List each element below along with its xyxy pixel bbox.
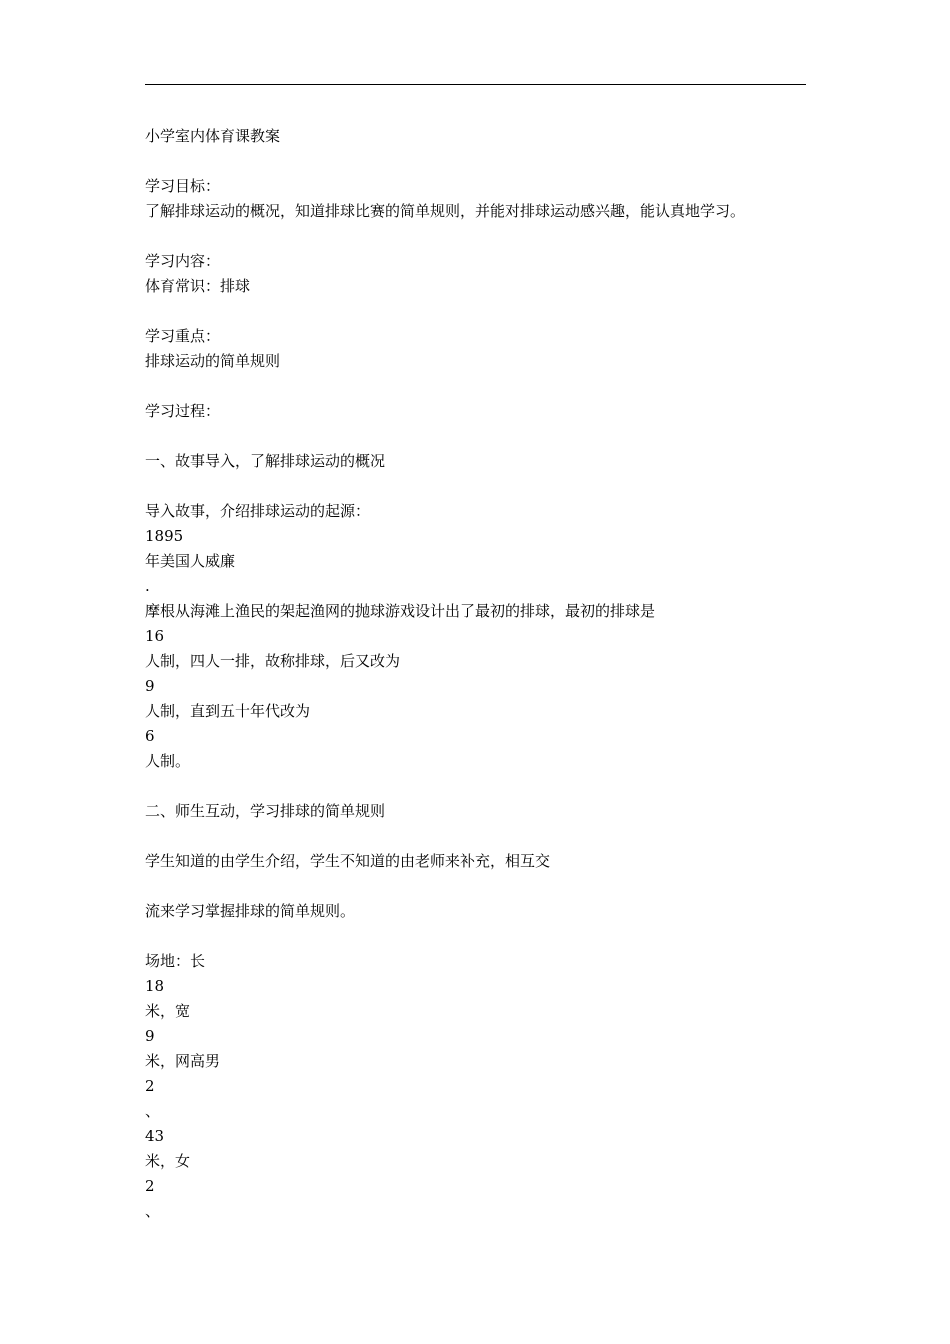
document-title: 小学室内体育课教案 [145,127,281,145]
body-line: 18 [145,977,165,995]
body-line: 米，宽 [145,1002,191,1020]
spacer [145,374,825,399]
body-line: 学生知道的由学生介绍，学生不知道的由老师来补充，相互交 [145,852,551,870]
body-line: 场地：长 [145,952,206,970]
body-lines [145,174,825,1224]
spacer [145,424,825,449]
body-line: 、 [145,1102,161,1120]
body-line: 流来学习掌握排球的简单规则。 [145,902,356,920]
spacer [145,149,825,174]
body-line: 年美国人威廉 [145,552,236,570]
spacer [145,474,825,499]
body-line: 人制。 [145,752,191,770]
body-line: 了解排球运动的概况，知道排球比赛的简单规则，并能对排球运动感兴趣，能认真地学习。 [145,202,746,220]
body-line: 一、故事导入，了解排球运动的概况 [145,452,386,470]
spacer [145,299,825,324]
body-line: 、 [145,1202,161,1220]
body-line: 体育常识：排球 [145,277,251,295]
body-line: 人制，直到五十年代改为 [145,702,311,720]
body-line: 43 [145,1127,165,1145]
body-line: 9 [145,1027,155,1045]
body-line: 学习过程： [145,402,221,420]
spacer [145,774,825,799]
body-line: 2 [145,1077,155,1095]
spacer [145,874,825,899]
body-line: 米，网高男 [145,1052,221,1070]
spacer [145,224,825,249]
body-line: 排球运动的简单规则 [145,352,281,370]
body-line: 米，女 [145,1152,191,1170]
body-line: 学习内容： [145,252,221,270]
body-line: 学习目标： [145,177,221,195]
body-line: 二、师生互动，学习排球的简单规则 [145,802,386,820]
body-line: 9 [145,677,155,695]
body-line: 1895 [145,527,184,545]
body-line: 摩根从海滩上渔民的架起渔网的抛球游戏设计出了最初的排球，最初的排球是 [145,602,656,620]
body-line: . [145,577,150,595]
body-line: 人制，四人一排，故称排球，后又改为 [145,652,401,670]
body-line: 导入故事，介绍排球运动的起源： [145,502,371,520]
body-line: 2 [145,1177,155,1195]
body-line: 学习重点： [145,327,221,345]
body-line: 16 [145,627,165,645]
document-body [145,124,825,1224]
header-rule [145,84,806,85]
spacer [145,824,825,849]
body-line: 6 [145,727,155,745]
spacer [145,924,825,949]
